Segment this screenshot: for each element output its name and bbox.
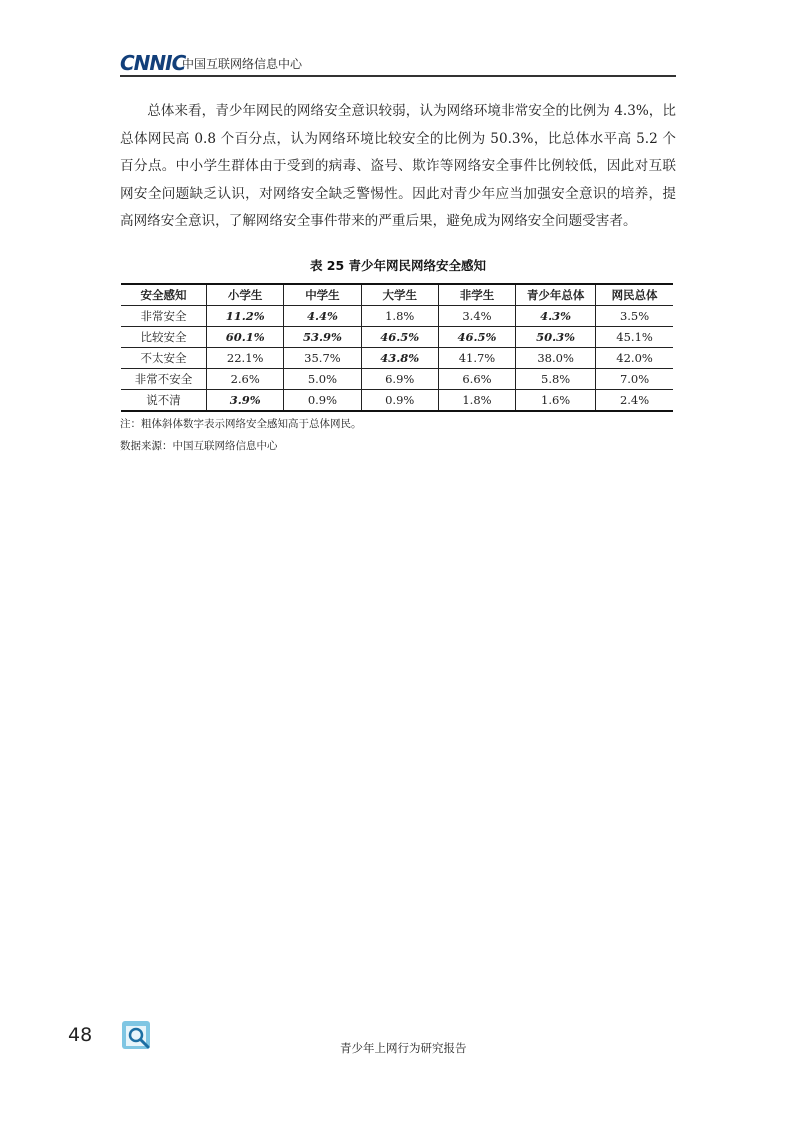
security-perception-table: [121, 283, 673, 412]
table-cell: 3.5%: [596, 306, 673, 327]
table-cell: 2.6%: [207, 369, 284, 390]
row-label: 说不清: [121, 390, 207, 412]
table-cell: 7.0%: [596, 369, 673, 390]
table-row: [121, 390, 673, 412]
table-cell: 41.7%: [438, 348, 515, 369]
column-header: 网民总体: [596, 284, 673, 306]
table-row: [121, 348, 673, 369]
table-header-row: [121, 284, 673, 306]
table-body: [121, 306, 673, 412]
table-caption: 表 25 青少年网民网络安全感知: [309, 258, 487, 273]
table-cell: 5.8%: [516, 369, 596, 390]
table-cell: 3.4%: [438, 306, 515, 327]
report-title: 青少年上网行为研究报告: [340, 1041, 467, 1055]
table-cell: 53.9%: [284, 327, 361, 348]
page-header: [120, 52, 676, 78]
table-cell: 50.3%: [516, 327, 596, 348]
row-label: 非常安全: [121, 306, 207, 327]
table-row: [121, 327, 673, 348]
table-cell: 22.1%: [207, 348, 284, 369]
cnnic-logo: CNNIC: [120, 51, 186, 75]
table-row: [121, 306, 673, 327]
org-name: 中国互联网络信息中心: [182, 57, 303, 71]
column-header: 大学生: [361, 284, 438, 306]
table-cell: 45.1%: [596, 327, 673, 348]
table-cell: 1.8%: [361, 306, 438, 327]
magnifier-report-icon: [121, 1020, 153, 1052]
table-cell: 0.9%: [361, 390, 438, 412]
table-cell: 46.5%: [361, 327, 438, 348]
body-paragraph: 总体来看，青少年网民的网络安全意识较弱，认为网络环境非常安全的比例为 4.3%，比总体网民高 0.8 个百分点，认为网络环境比较安全的比例为 50.3%，比总体水平高 5.2 个百分点。中小学生群体由于受到的病毒、盗号、欺诈等网络安全事件比例较低，因此对互联网安全问题缺乏认识，对网络安全缺乏警惕性。因此对青少年应当加强安全意识的培养，提高网络安全意识，了解网络安全事件带来的严重后果，避免成为网络安全问题受害者。: [120, 103, 676, 230]
data-source: 数据来源：中国互联网络信息中心: [120, 440, 278, 452]
row-label: 非常不安全: [121, 369, 207, 390]
table-cell: 6.6%: [438, 369, 515, 390]
table-cell: 3.9%: [207, 390, 284, 412]
column-header: 小学生: [207, 284, 284, 306]
table-cell: 43.8%: [361, 348, 438, 369]
table-note: 注：粗体斜体数字表示网络安全感知高于总体网民。: [120, 418, 362, 430]
table-cell: 1.6%: [516, 390, 596, 412]
column-header: 青少年总体: [516, 284, 596, 306]
column-header: 非学生: [438, 284, 515, 306]
table-cell: 4.3%: [516, 306, 596, 327]
table-cell: 4.4%: [284, 306, 361, 327]
table-cell: 60.1%: [207, 327, 284, 348]
column-header: 安全感知: [121, 284, 207, 306]
column-header: 中学生: [284, 284, 361, 306]
table-cell: 2.4%: [596, 390, 673, 412]
table-row: [121, 369, 673, 390]
table-cell: 46.5%: [438, 327, 515, 348]
table-cell: 1.8%: [438, 390, 515, 412]
table-cell: 35.7%: [284, 348, 361, 369]
table-cell: 11.2%: [207, 306, 284, 327]
row-label: 不太安全: [121, 348, 207, 369]
page-number: 48: [68, 1024, 93, 1046]
table-cell: 6.9%: [361, 369, 438, 390]
table-cell: 5.0%: [284, 369, 361, 390]
table-cell: 42.0%: [596, 348, 673, 369]
table-cell: 38.0%: [516, 348, 596, 369]
header-rule: [120, 75, 676, 77]
body-text: [120, 98, 676, 236]
row-label: 比较安全: [121, 327, 207, 348]
table-cell: 0.9%: [284, 390, 361, 412]
